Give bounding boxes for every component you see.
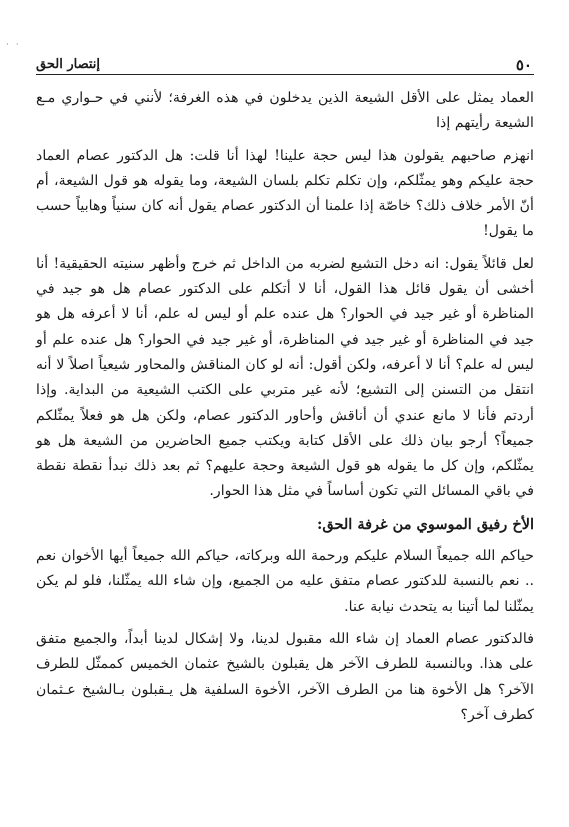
- paragraph-1: العماد يمثل على الأقل الشيعة الذين يدخلون في هذه الغرفة؛ لأنني في حـواري مـع الشيعة رأيتهم إذا: [36, 90, 534, 132]
- margin-marks: · ·: [6, 40, 21, 50]
- page-number: ٥٠: [515, 56, 532, 74]
- page-body: [36, 86, 534, 728]
- reply-paragraph-1: حياكم الله جميعاً السلام عليكم ورحمة الله وبركاته، حياكم الله جميعاً أيها الأخوان نعم .. نعم بالنسبة للدكتور عصام متفق عليه من الجميع، وإن شاء الله يمثّلنا، فلو لم يكن يمثّلنا لما أتينا به يتحدث نيابة عنا.: [36, 548, 534, 615]
- reply-paragraph-2: فالدكتور عصام العماد إن شاء الله مقبول لدينا، ولا إشكال لدينا أبداً، والجميع متفق على هذا. وبالنسبة للطرف الآخر هل يقبلون بالشيخ عثمان الخميس كممثّل للطرف الآخر؟ هل الأخوة هنا من الطرف الآخر، الأخوة السلفية هل يـقبلون بـالشيخ عـثمان كطرف آخر؟: [36, 630, 534, 723]
- paragraph-3: لعل قائلاً يقول: انه دخل التشيع لضربه من الداخل ثم خرج وأظهر سنيته الحقيقية! أنا أخشى أن يقول قائل هذا القول، أنا لا أتكلم على الدكتور عصام هل هو جيد في المناظرة أو غير جيد في الحوار؟ هل عنده علم أو ليس له علم، أنا لا أعرفه هل هو جيد في المناظرة أو غير جيد في المناظرة، أو غير جيد في الحوار؟ هل عنده علم أو ليس له علم؟ أنا لا أعرفه، ولكن أقول: أنه لو كان المناقش والمحاور شيعياً اصلاً لا أنه انتقل من التسنن إلى التشيع؛ لأنه غير متربي على الكتب الشيعية من البداية. وإذا أردتم فأنا لا مانع عندي أن أناقش وأحاور الدكتور عصام، ولكن هل هو فعلاً يمثّلكم جميعاً؟ أرجو بيان ذلك على الأقل كتابة ويكتب جميع الحاضرين من الشيعة هل هو يمثّلكم، وإن كل ما يقوله هو قول الشيعة وحجة عليهم؟ ثم بعد ذلك نبدأ نقطة نقطة في باقي المسائل التي تكون أساساً في مثل هذا الحوار.: [36, 255, 534, 500]
- page-header: [36, 46, 534, 76]
- speaker-heading: الأخ رفيق الموسوي من غرفة الحق:: [317, 515, 534, 533]
- paragraph-2: انهزم صاحبهم يقولون هذا ليس حجة علينا! لهذا أنا قلت: هل الدكتور عصام العماد حجة عليكم وهو يمثّلكم، وإن تكلم تكلم بلسان الشيعة، وما يقوله هو قول الشيعة، أم أنّ الأمر خلاف ذلك؟ خاصّة إذا علمنا أن الدكتور عصام يقول أنه كان سنياً وهابياً حسب ما يقول!: [36, 147, 534, 240]
- header-rule: [36, 74, 534, 75]
- running-title: إنتصار الحق: [36, 57, 100, 72]
